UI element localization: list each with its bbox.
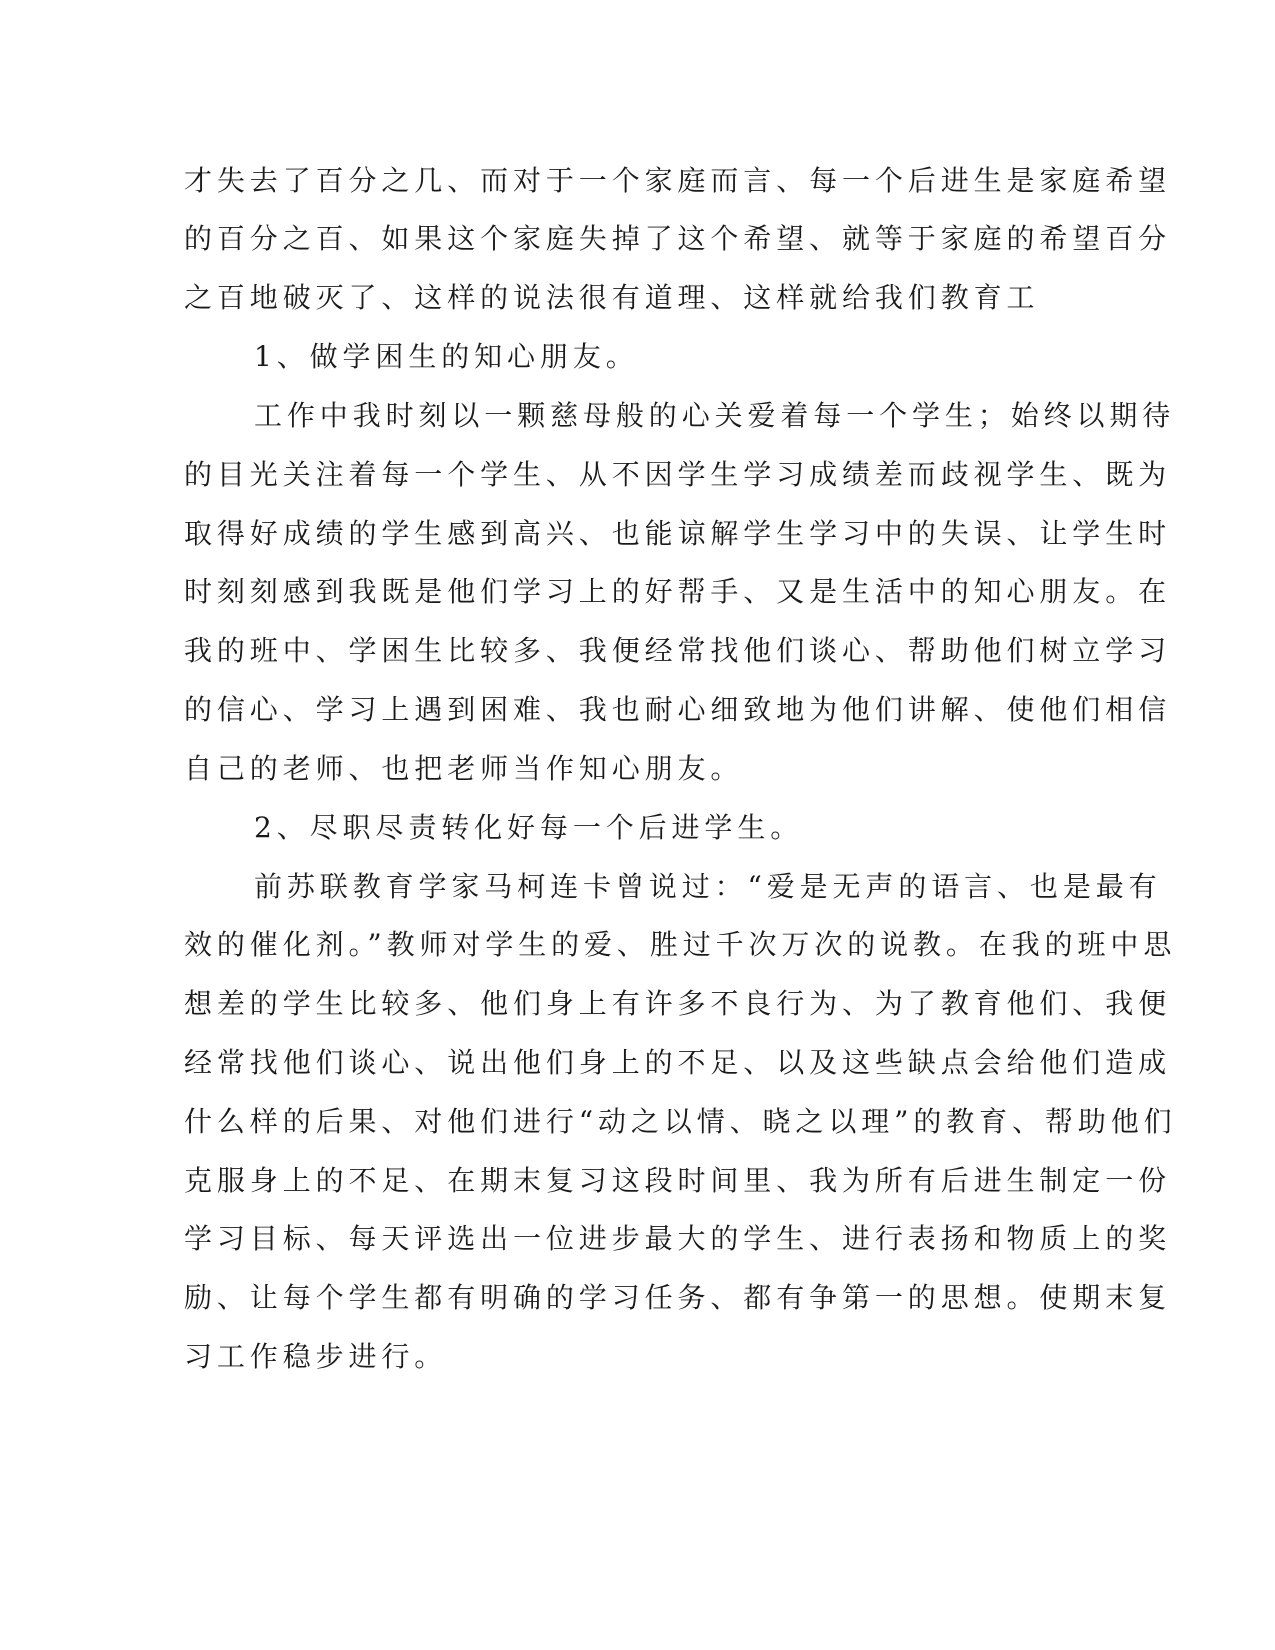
body-text-line: 学习目标、每天评选出一位进步最大的学生、进行表扬和物质上的奖	[184, 1222, 1172, 1255]
body-text-line: 我的班中、学困生比较多、我便经常找他们谈心、帮助他们树立学习	[184, 634, 1172, 667]
body-text-line: 想差的学生比较多、他们身上有许多不良行为、为了教育他们、我便	[184, 987, 1172, 1020]
body-text-line: 的信心、学习上遇到困难、我也耐心细致地为他们讲解、使他们相信	[184, 693, 1172, 726]
section-heading-2: 2、尽职尽责转化好每一个后进学生。	[254, 811, 804, 844]
body-text-line: 励、让每个学生都有明确的学习任务、都有争第一的思想。使期末复	[184, 1281, 1172, 1314]
paragraph-first-line: 前苏联教育学家马柯连卡曾说过：“爱是无声的语言、也是最有	[254, 870, 1162, 903]
body-text-line: 的目光关注着每一个学生、从不因学生学习成绩差而歧视学生、既为	[184, 458, 1172, 491]
body-text-line: 习工作稳步进行。	[184, 1340, 448, 1373]
body-text-line: 克服身上的不足、在期末复习这段时间里、我为所有后进生制定一份	[184, 1164, 1172, 1197]
section-heading-1: 1、做学困生的知心朋友。	[254, 340, 639, 373]
body-text-line: 自己的老师、也把老师当作知心朋友。	[184, 752, 744, 785]
body-text-line: 取得好成绩的学生感到高兴、也能谅解学生学习中的失误、让学生时	[184, 517, 1172, 550]
body-text-line: 时刻刻感到我既是他们学习上的好帮手、又是生活中的知心朋友。在	[184, 575, 1172, 608]
body-text-line: 效的催化剂。”教师对学生的爱、胜过千次万次的说教。在我的班中思	[184, 928, 1177, 961]
body-text-line: 经常找他们谈心、说出他们身上的不足、以及这些缺点会给他们造成	[184, 1046, 1172, 1079]
body-text-line: 什么样的后果、对他们进行“动之以情、晓之以理”的教育、帮助他们	[184, 1105, 1177, 1138]
paragraph-first-line: 工作中我时刻以一颗慈母般的心关爱着每一个学生；始终以期待	[254, 399, 1176, 432]
body-text-line: 的百分之百、如果这个家庭失掉了这个希望、就等于家庭的希望百分	[184, 222, 1172, 255]
body-text-line: 才失去了百分之几、而对于一个家庭而言、每一个后进生是家庭希望	[184, 164, 1172, 197]
body-text-line: 之百地破灭了、这样的说法很有道理、这样就给我们教育工	[184, 281, 1040, 314]
